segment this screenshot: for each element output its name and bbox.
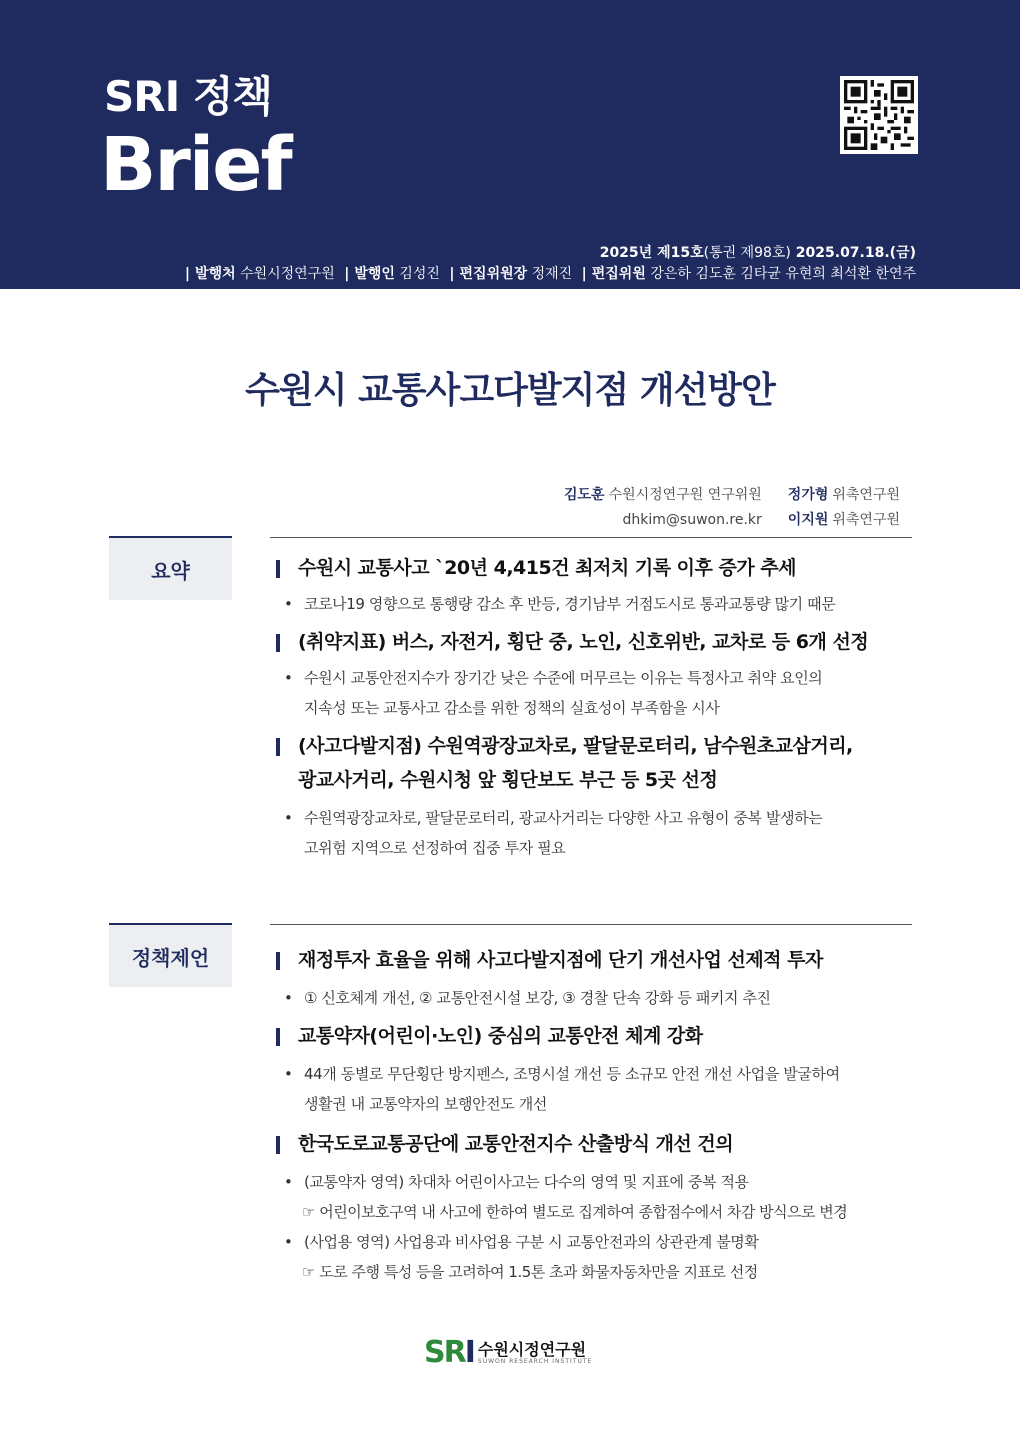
author-1: 김도훈 수원시정연구원 연구위원: [564, 487, 762, 503]
issue-number: 2025년 제15호: [599, 245, 704, 261]
chief-editor-label: 편집위원장: [459, 266, 528, 282]
footer-logo: [424, 1335, 593, 1370]
policy-content: [276, 943, 916, 1287]
policy-heading-3: 한국도로교통공단에 교통안전지수 산출방식 개선 건의: [276, 1127, 916, 1161]
summary-bullet-1: • 코로나19 영향으로 통행량 감소 후 반등, 경기남부 거점도시로 통과교통량 많기 때문: [276, 589, 916, 619]
sri-logo-mark: SRI: [424, 1335, 474, 1370]
summary-bullet-2: • 수원시 교통안전지수가 장기간 낮은 수준에 머무르는 이유는 특정사고 취약 요인의 지속성 또는 교통사고 감소를 위한 정책의 실효성이 부족함을 시사: [276, 663, 916, 723]
summary-heading-1: 수원시 교통사고 `20년 4,415건 최저치 기록 이후 증가 추세: [276, 551, 916, 585]
masthead: | 발행처 수원시정연구원 | 발행인 김성진 | 편집위원장 정재진 | 편집위원 강은하 김도훈 김타균 유현희 최석환 한연주: [184, 266, 916, 282]
logo-sri-policy: SRI 정책: [104, 72, 272, 121]
author-block: [564, 483, 900, 533]
page-title: 수원시 교통사고다발지점 개선방안: [245, 370, 775, 411]
summary-divider: [270, 537, 912, 538]
editors: 강은하 김도훈 김타균 유현희 최석환 한연주: [650, 266, 916, 282]
summary-heading-3: (사고다발지점) 수원역광장교차로, 팔달문로터리, 남수원초교삼거리, 광교사거리, 수원시청 앞 횡단보도 부근 등 5곳 선정: [276, 729, 916, 797]
issue-date: 2025.07.18.(금): [790, 245, 916, 261]
issue-info: [600, 242, 916, 262]
summary-bullet-3: • 수원역광장교차로, 팔달문로터리, 광교사거리는 다양한 사고 유형이 중복 발생하는 고위험 지역으로 선정하여 집중 투자 필요: [276, 803, 916, 863]
issuer: 김성진: [399, 266, 440, 282]
policy-heading-2: 교통약자(어린이·노인) 중심의 교통안전 체계 강화: [276, 1019, 916, 1053]
policy-bullet-4: • (사업용 영역) 사업용과 비사업용 구분 시 교통안전과의 상관관계 불명확: [276, 1227, 916, 1257]
policy-bullet-3: • (교통약자 영역) 차대차 어린이사고는 다수의 영역 및 지표에 중복 적용: [276, 1167, 916, 1197]
org-name-english: SUWON RESEARCH INSTITUTE: [477, 1358, 593, 1366]
publisher: 수원시정연구원: [240, 266, 335, 282]
policy-label: 정책제언: [109, 923, 232, 987]
policy-sub-3: ☞ 어린이보호구역 내 사고에 한하여 별도로 집계하여 종합점수에서 차감 방식으로 변경: [302, 1203, 848, 1221]
editors-label: 편집위원: [591, 266, 646, 282]
author-1-email[interactable]: dhkim@suwon.re.kr: [622, 512, 762, 528]
issue-volume: (통권 제98호): [703, 245, 791, 261]
author-2: 정가형 위촉연구원: [787, 487, 900, 503]
issuer-label: 발행인: [354, 266, 395, 282]
policy-heading-1: 재정투자 효율을 위해 사고다발지점에 단기 개선사업 선제적 투자: [276, 943, 916, 977]
policy-divider: [270, 924, 912, 925]
summary-content: [276, 551, 916, 863]
chief-editor: 정재진: [531, 266, 573, 282]
policy-sub-4: ☞ 도로 주행 특성 등을 고려하여 1.5톤 초과 화물자동차만을 지표로 선정: [302, 1263, 758, 1281]
qr-code-graphic: [844, 80, 914, 150]
qr-code-icon[interactable]: [840, 76, 918, 154]
logo-brief: Brief: [100, 122, 291, 208]
summary-label: 요약: [109, 536, 232, 600]
org-name-korean: 수원시정연구원: [477, 1339, 587, 1359]
header-banner: [0, 0, 1020, 289]
policy-bullet-2: • 44개 동별로 무단횡단 방지펜스, 조명시설 개선 등 소규모 안전 개선 사업을 발굴하여 생활권 내 교통약자의 보행안전도 개선: [276, 1059, 916, 1119]
author-3: 이지원 위촉연구원: [787, 512, 900, 528]
summary-heading-2: (취약지표) 버스, 자전거, 횡단 중, 노인, 신호위반, 교차로 등 6개 선정: [276, 625, 916, 659]
publisher-label: 발행처: [195, 266, 236, 282]
policy-bullet-1: • ① 신호체계 개선, ② 교통안전시설 보강, ③ 경찰 단속 강화 등 패키지 추진: [276, 983, 916, 1013]
